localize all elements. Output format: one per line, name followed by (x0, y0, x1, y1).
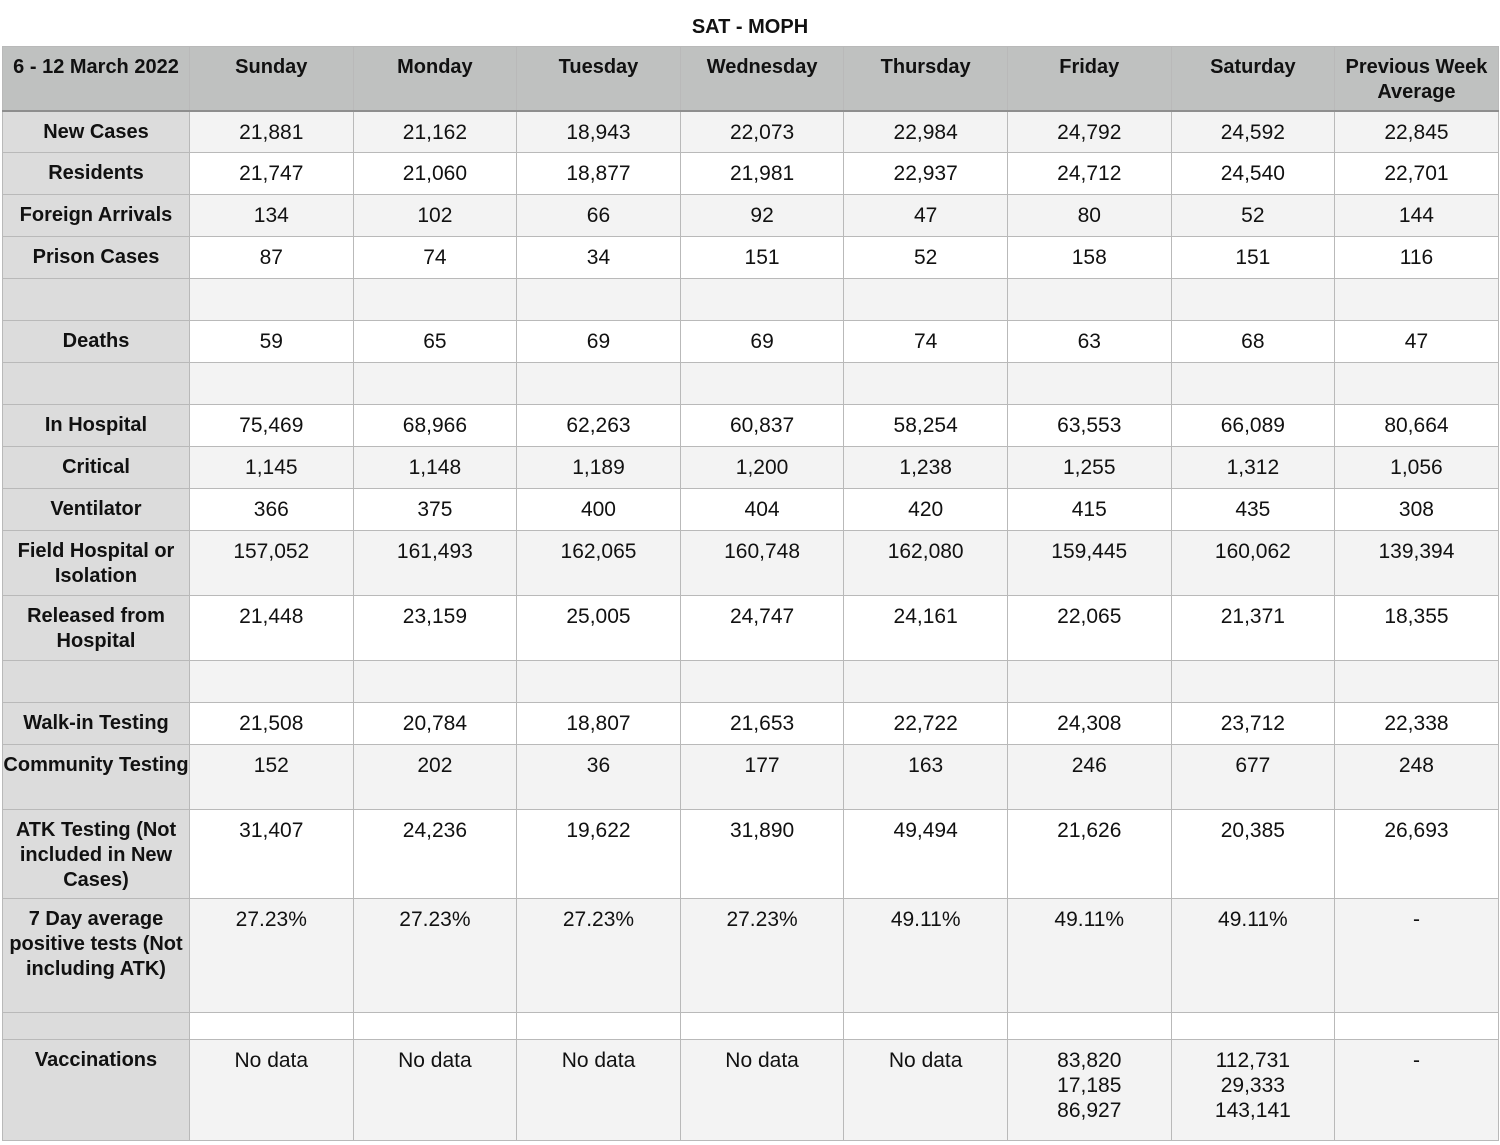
table-cell (517, 1040, 681, 1141)
table-cell: 1,238 (844, 447, 1008, 489)
table-cell (680, 279, 844, 321)
table-cell: 24,592 (1171, 111, 1335, 153)
table-cell (1007, 363, 1171, 405)
table-cell (353, 661, 517, 703)
cell-line: - (1412, 1049, 1420, 1072)
table-cell (1335, 279, 1499, 321)
table-cell: 308 (1335, 489, 1499, 531)
table-cell (1171, 1013, 1335, 1040)
table-title: SAT - MOPH (691, 16, 809, 38)
table-row-community (3, 745, 1499, 810)
table-row-prison-cases (3, 237, 1499, 279)
table-cell (1007, 279, 1171, 321)
table-cell: 22,701 (1335, 153, 1499, 195)
weekly-covid-table (2, 46, 1499, 1141)
table-cell: 75,469 (190, 405, 354, 447)
table-cell: 22,722 (844, 703, 1008, 745)
table-cell: 24,792 (1007, 111, 1171, 153)
table-cell (1007, 661, 1171, 703)
cell-line: 29,333 (1220, 1074, 1285, 1097)
table-cell (844, 1013, 1008, 1040)
row-label (3, 363, 190, 405)
table-cell: 27.23% (190, 899, 354, 1013)
row-label: Community Testing (3, 745, 190, 810)
table-cell (517, 279, 681, 321)
table-row-spacer (3, 1013, 1499, 1040)
table-cell: 151 (1171, 237, 1335, 279)
table-cell (190, 1040, 354, 1141)
table-cell: 20,385 (1171, 810, 1335, 899)
table-cell (1335, 1040, 1499, 1141)
table-cell: 49.11% (844, 899, 1008, 1013)
header-tuesday: Tuesday (517, 47, 681, 111)
table-cell (353, 1040, 517, 1141)
cell-line: 112,731 (1215, 1049, 1291, 1072)
header-thursday: Thursday (844, 47, 1008, 111)
table-cell: 24,161 (844, 596, 1008, 661)
cell-line: No data (234, 1049, 309, 1072)
table-cell: 21,981 (680, 153, 844, 195)
header-friday: Friday (1007, 47, 1171, 111)
table-cell (353, 1013, 517, 1040)
row-label: Deaths (3, 321, 190, 363)
table-cell: 677 (1171, 745, 1335, 810)
table-cell: 24,712 (1007, 153, 1171, 195)
row-label: Critical (3, 447, 190, 489)
cell-line: No data (725, 1049, 799, 1072)
table-cell: 177 (680, 745, 844, 810)
table-cell: 21,626 (1007, 810, 1171, 899)
header-period: 6 - 12 March 2022 (3, 47, 190, 111)
table-cell (353, 279, 517, 321)
table-cell: 69 (517, 321, 681, 363)
row-label: Vaccinations (3, 1040, 190, 1141)
row-label (3, 661, 190, 703)
table-row-positive (3, 899, 1499, 1013)
table-row-spacer (3, 661, 1499, 703)
table-cell: 27.23% (517, 899, 681, 1013)
table-cell (1007, 1040, 1171, 1141)
table-cell: 34 (517, 237, 681, 279)
table-cell (1171, 1040, 1335, 1141)
table-cell: 21,881 (190, 111, 354, 153)
table-cell: 375 (353, 489, 517, 531)
table-cell: 435 (1171, 489, 1335, 531)
row-label: Foreign Arrivals (3, 195, 190, 237)
header-previous-week-average: Previous Week Average (1335, 47, 1499, 111)
row-label: ATK Testing (Not included in New Cases) (3, 810, 190, 899)
table-cell: 68,966 (353, 405, 517, 447)
table-cell: 152 (190, 745, 354, 810)
table-cell: 63,553 (1007, 405, 1171, 447)
table-cell: 27.23% (680, 899, 844, 1013)
table-cell: 22,073 (680, 111, 844, 153)
table-cell: 151 (680, 237, 844, 279)
table-cell: 69 (680, 321, 844, 363)
table-cell (1171, 363, 1335, 405)
table-cell: 160,748 (680, 531, 844, 596)
table-cell: 159,445 (1007, 531, 1171, 596)
table-row-field-hospital (3, 531, 1499, 596)
table-cell: 18,355 (1335, 596, 1499, 661)
row-label: 7 Day average positive tests (Not including ATK) (3, 899, 190, 1013)
table-cell: 22,984 (844, 111, 1008, 153)
table-cell: 22,065 (1007, 596, 1171, 661)
table-cell: 66,089 (1171, 405, 1335, 447)
table-row-new-cases (3, 111, 1499, 153)
table-cell: 20,784 (353, 703, 517, 745)
cell-line: 17,185 (1057, 1074, 1122, 1097)
table-cell: 49.11% (1171, 899, 1335, 1013)
header-row (3, 47, 1499, 111)
table-row-walk-in (3, 703, 1499, 745)
row-label: Prison Cases (3, 237, 190, 279)
table-cell (844, 661, 1008, 703)
table-cell: 87 (190, 237, 354, 279)
table-cell: 134 (190, 195, 354, 237)
table-cell: 400 (517, 489, 681, 531)
table-cell: 62,263 (517, 405, 681, 447)
table-cell: 27.23% (353, 899, 517, 1013)
table-cell: 21,747 (190, 153, 354, 195)
row-label: Ventilator (3, 489, 190, 531)
table-cell: 22,338 (1335, 703, 1499, 745)
table-cell: 1,255 (1007, 447, 1171, 489)
table-cell: 24,236 (353, 810, 517, 899)
table-cell: 21,060 (353, 153, 517, 195)
table-cell: 1,145 (190, 447, 354, 489)
table-cell (844, 363, 1008, 405)
table-cell: 1,200 (680, 447, 844, 489)
table-cell: 1,148 (353, 447, 517, 489)
table-cell: 102 (353, 195, 517, 237)
table-row-ventilator (3, 489, 1499, 531)
table-cell: 366 (190, 489, 354, 531)
table-cell: 23,712 (1171, 703, 1335, 745)
table-cell: 18,807 (517, 703, 681, 745)
cell-line: 86,927 (1057, 1099, 1122, 1122)
row-label: Walk-in Testing (3, 703, 190, 745)
table-cell: 1,189 (517, 447, 681, 489)
table-cell: 21,508 (190, 703, 354, 745)
table-row-critical (3, 447, 1499, 489)
table-cell: 80,664 (1335, 405, 1499, 447)
row-label (3, 279, 190, 321)
table-cell: 24,308 (1007, 703, 1171, 745)
row-label: Released from Hospital (3, 596, 190, 661)
table-cell: 248 (1335, 745, 1499, 810)
cell-line: 83,820 (1057, 1049, 1122, 1072)
table-cell: 24,747 (680, 596, 844, 661)
table-cell (844, 279, 1008, 321)
table-cell: 49.11% (1007, 899, 1171, 1013)
row-label: Residents (3, 153, 190, 195)
header-sunday: Sunday (190, 47, 354, 111)
table-cell: 60,837 (680, 405, 844, 447)
table-cell: 404 (680, 489, 844, 531)
table-cell (680, 661, 844, 703)
table-row-deaths (3, 321, 1499, 363)
table-cell: 21,371 (1171, 596, 1335, 661)
table-cell: 116 (1335, 237, 1499, 279)
table-cell (1007, 1013, 1171, 1040)
cell-line: 143,141 (1214, 1099, 1291, 1122)
table-cell (680, 363, 844, 405)
table-cell: 1,312 (1171, 447, 1335, 489)
table-cell: 92 (680, 195, 844, 237)
table-cell: 21,162 (353, 111, 517, 153)
row-label: Field Hospital or Isolation (3, 531, 190, 596)
table-cell (680, 1040, 844, 1141)
table-cell: 19,622 (517, 810, 681, 899)
table-cell: 31,890 (680, 810, 844, 899)
table-cell (1171, 279, 1335, 321)
table-cell: 47 (1335, 321, 1499, 363)
table-cell: 163 (844, 745, 1008, 810)
table-cell (190, 1013, 354, 1040)
table-cell (190, 279, 354, 321)
cell-line: No data (398, 1049, 472, 1072)
table-row-vaccinations (3, 1040, 1499, 1141)
table-cell: 21,653 (680, 703, 844, 745)
table-cell: - (1335, 899, 1499, 1013)
table-cell: 23,159 (353, 596, 517, 661)
table-cell: 246 (1007, 745, 1171, 810)
table-cell: 160,062 (1171, 531, 1335, 596)
table-cell: 31,407 (190, 810, 354, 899)
table-cell: 74 (844, 321, 1008, 363)
table-cell: 202 (353, 745, 517, 810)
table-cell (190, 661, 354, 703)
table-cell (517, 363, 681, 405)
table-row-foreign-arrivals (3, 195, 1499, 237)
table-cell: 36 (517, 745, 681, 810)
table-cell: 25,005 (517, 596, 681, 661)
cell-line: No data (561, 1049, 636, 1072)
table-cell: 74 (353, 237, 517, 279)
header-wednesday: Wednesday (680, 47, 844, 111)
table-cell: 49,494 (844, 810, 1008, 899)
table-cell: 1,056 (1335, 447, 1499, 489)
table-cell: 21,448 (190, 596, 354, 661)
table-cell: 144 (1335, 195, 1499, 237)
table-cell: 66 (517, 195, 681, 237)
table-cell: 161,493 (353, 531, 517, 596)
table-cell: 415 (1007, 489, 1171, 531)
table-row-atk (3, 810, 1499, 899)
table-cell: 162,065 (517, 531, 681, 596)
table-cell: 26,693 (1335, 810, 1499, 899)
table-cell: 18,877 (517, 153, 681, 195)
table-cell (680, 1013, 844, 1040)
table-cell: 157,052 (190, 531, 354, 596)
cell-line: No data (888, 1049, 963, 1072)
table-row-in-hospital (3, 405, 1499, 447)
table-cell (517, 661, 681, 703)
header-saturday: Saturday (1171, 47, 1335, 111)
table-cell: 58,254 (844, 405, 1008, 447)
table-row-residents (3, 153, 1499, 195)
row-label (3, 1013, 190, 1040)
table-cell: 47 (844, 195, 1008, 237)
table-cell (1335, 363, 1499, 405)
table-cell (1335, 661, 1499, 703)
table-cell: 18,943 (517, 111, 681, 153)
table-cell: 52 (844, 237, 1008, 279)
table-cell: 24,540 (1171, 153, 1335, 195)
table-cell: 65 (353, 321, 517, 363)
row-label: In Hospital (3, 405, 190, 447)
table-cell (1335, 1013, 1499, 1040)
table-cell: 59 (190, 321, 354, 363)
table-cell: 158 (1007, 237, 1171, 279)
table-cell: 420 (844, 489, 1008, 531)
table-cell (1171, 661, 1335, 703)
table-cell: 139,394 (1335, 531, 1499, 596)
row-label: New Cases (3, 111, 190, 153)
table-row-released (3, 596, 1499, 661)
table-cell: 52 (1171, 195, 1335, 237)
table-row-spacer (3, 363, 1499, 405)
table-cell: 22,845 (1335, 111, 1499, 153)
table-cell: 63 (1007, 321, 1171, 363)
table-cell: 68 (1171, 321, 1335, 363)
table-cell (517, 1013, 681, 1040)
table-row-spacer (3, 279, 1499, 321)
table-cell (190, 363, 354, 405)
table-cell: 80 (1007, 195, 1171, 237)
table-cell (844, 1040, 1008, 1141)
table-cell: 22,937 (844, 153, 1008, 195)
table-cell: 162,080 (844, 531, 1008, 596)
table-cell (353, 363, 517, 405)
header-monday: Monday (353, 47, 517, 111)
